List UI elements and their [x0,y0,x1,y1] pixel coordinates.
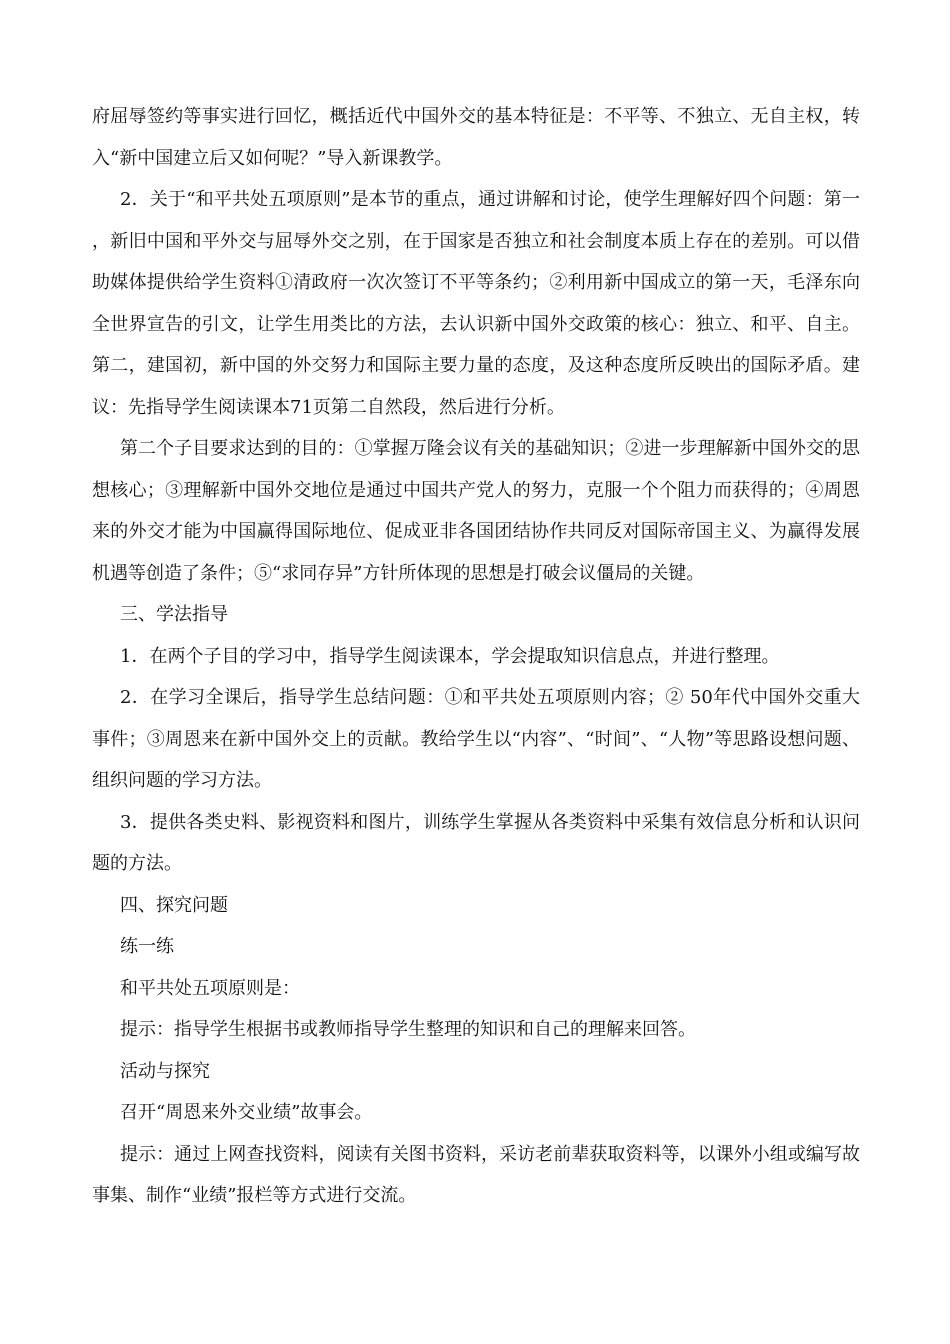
paragraph-method-2: 2．在学习全课后，指导学生总结问题：①和平共处五项原则内容；② 50年代中国外交重大事件；③周恩来在新中国外交上的贡献。教给学生以“内容”、“时间”、“人物”等思路设想问题、组织问题的学习方法。 [92,687,860,791]
heading-inquiry: 四、探究问题 [120,894,228,916]
paragraph-second-subsection-goals: 第二个子目要求达到的目的：①掌握万隆会议有关的基础知识；②进一步理解新中国外交的思想核心；③理解新中国外交地位是通过中国共产党人的努力，克服一个个阻力而获得的；④周恩来的外交才能为中国赢得国际地位、促成亚非各国团结协作共同反对国际帝国主义、为赢得发展机遇等创造了条件；⑤“求同存异”方针所体现的思想是打破会议僵局的关键。 [92,438,860,584]
document-body [92,96,860,1217]
paragraph-method-3: 3．提供各类史料、影视资料和图片，训练学生掌握从各类资料中采集有效信息分析和认识问题的方法。 [92,811,860,874]
hint-activity: 提示：通过上网查找资料，阅读有关图书资料，采访老前辈获取资料等，以课外小组或编写故事集、制作“业绩”报栏等方式进行交流。 [92,1143,860,1206]
label-practice: 练一练 [120,936,174,957]
paragraph-method-1: 1．在两个子目的学习中，指导学生阅读课本，学会提取知识信息点，并进行整理。 [120,645,780,667]
hint-practice: 提示：指导学生根据书或教师指导学生整理的知识和自己的理解来回答。 [120,1019,696,1040]
activity-story-meeting: 召开“周恩来外交业绩”故事会。 [120,1102,373,1123]
paragraph-intro-continuation: 府屈辱签约等事实进行回忆，概括近代中国外交的基本特征是：不平等、不独立、无自主权，转入“新中国建立后又如何呢？”导入新课教学。 [92,106,860,169]
paragraph-point-2: 2．关于“和平共处五项原则”是本节的重点，通过讲解和讨论，使学生理解好四个问题：第一，新旧中国和平外交与屈辱外交之别，在于国家是否独立和社会制度本质上存在的差别。可以借助媒体提供给学生资料①清政府一次次签订不平等条约；②利用新中国成立的第一天，毛泽东向全世界宣告的引文，让学生用类比的方法，去认识新中国外交政策的核心：独立、和平、自主。第二，建国初，新中国的外交努力和国际主要力量的态度，及这种态度所反映出的国际矛盾。建议：先指导学生阅读课本71页第二自然段，然后进行分析。 [92,189,860,418]
heading-study-method: 三、学法指导 [120,604,228,625]
question-five-principles: 和平共处五项原则是： [120,977,300,999]
label-activity: 活动与探究 [120,1060,210,1082]
